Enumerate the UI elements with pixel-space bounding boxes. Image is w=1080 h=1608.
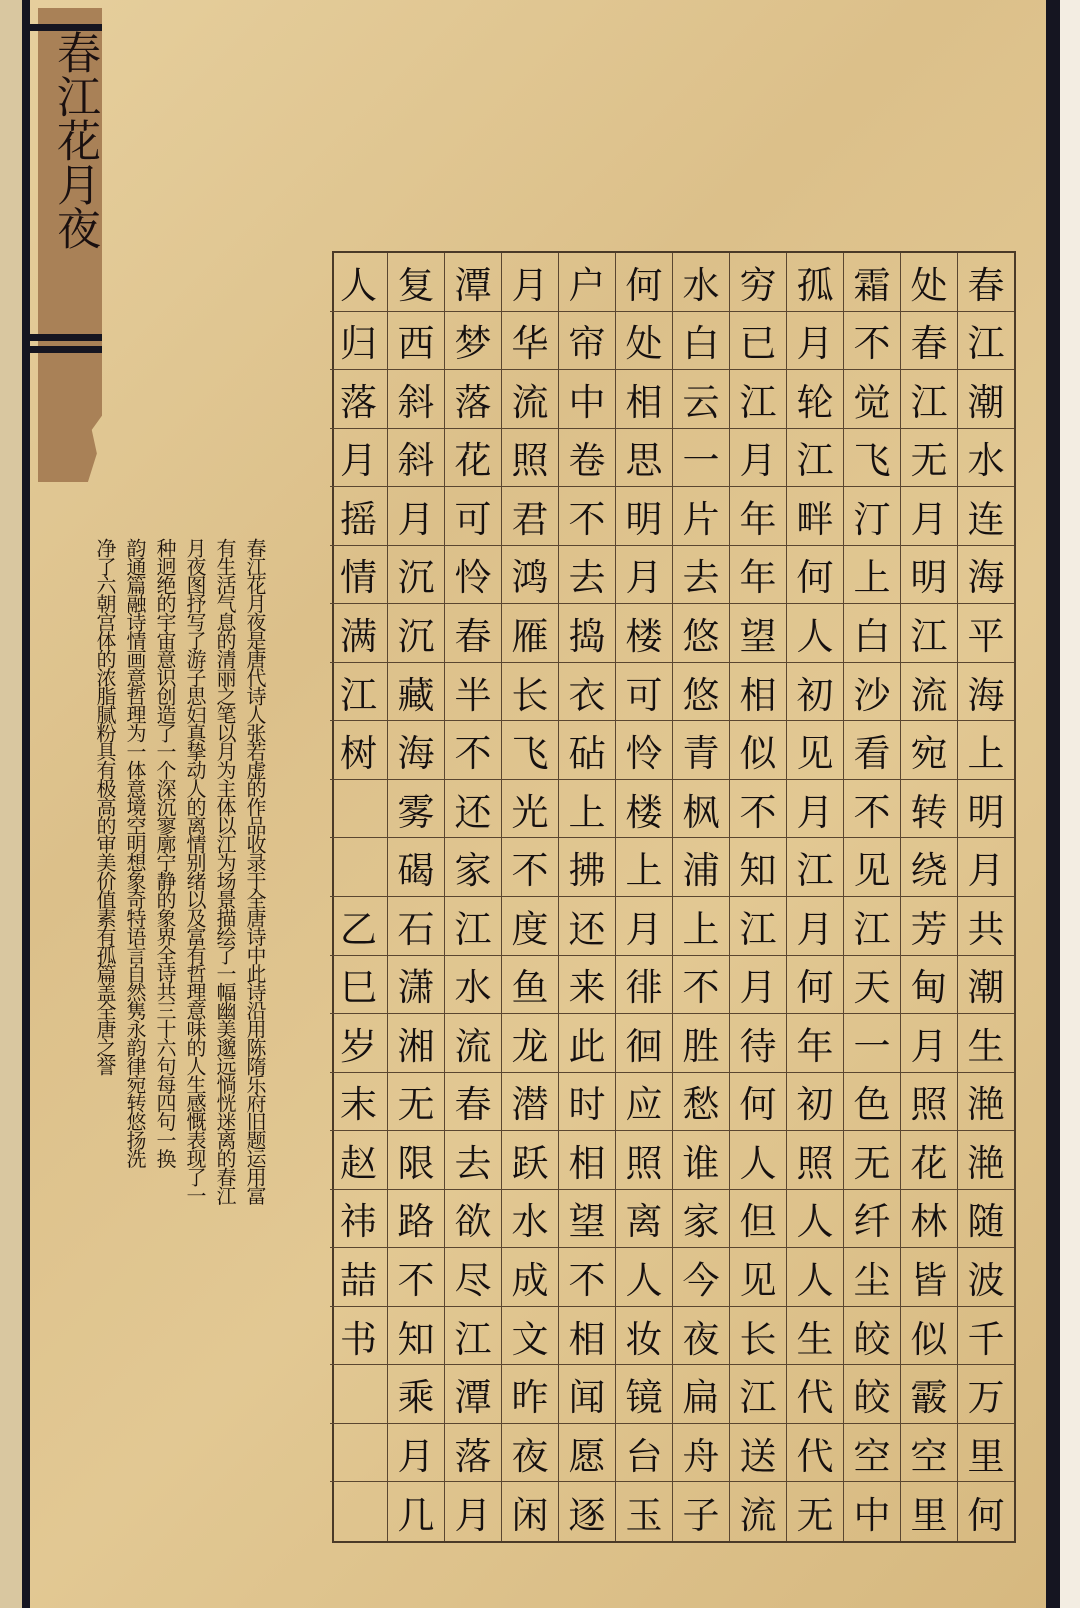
poem-cell: 舟 [672, 1424, 729, 1483]
poem-cell: 复 [387, 253, 444, 312]
poem-cell: 见 [786, 721, 843, 780]
poem-cell: 滟 [957, 1073, 1014, 1132]
poem-cell: 流 [501, 370, 558, 429]
poem-cell: 徊 [615, 1014, 672, 1073]
poem-cell: 君 [501, 487, 558, 546]
poem-cell: 相 [558, 1131, 615, 1190]
poem-cell: 江 [444, 897, 501, 956]
poem-cell: 甸 [900, 956, 957, 1015]
poem-cell: 人 [330, 253, 387, 312]
poem-cell: 潭 [444, 1365, 501, 1424]
poem-cell: 照 [501, 429, 558, 488]
poem-cell: 不 [558, 1248, 615, 1307]
poem-cell: 春 [957, 253, 1014, 312]
poem-cell: 人 [615, 1248, 672, 1307]
poem-cell: 书 [330, 1307, 387, 1366]
poem-cell: 飞 [501, 721, 558, 780]
poem-cell: 愁 [672, 1073, 729, 1132]
poem-cell: 中 [843, 1482, 900, 1541]
poem-cell: 怜 [444, 546, 501, 605]
poem-cell: 年 [729, 546, 786, 605]
poem-cell: 潮 [957, 956, 1014, 1015]
right-mounting-strip [1046, 0, 1060, 1608]
poem-cell: 待 [729, 1014, 786, 1073]
poem-cell: 年 [729, 487, 786, 546]
note-column: 种迥绝的宇宙意识创造了一个深沉寥廓宁静的象界全诗共三十六句每四句一换 [153, 538, 177, 1167]
poem-cell: 空 [843, 1424, 900, 1483]
poem-cell: 镜 [615, 1365, 672, 1424]
poem-cell: 何 [729, 1073, 786, 1132]
poem-cell: 情 [330, 546, 387, 605]
poem-cell: 片 [672, 487, 729, 546]
poem-cell: 归 [330, 312, 387, 371]
poem-column [843, 253, 900, 1541]
poem-cell: 相 [615, 370, 672, 429]
poem-cell: 上 [615, 838, 672, 897]
poem-cell: 照 [615, 1131, 672, 1190]
poem-cell: 可 [615, 663, 672, 722]
poem-column [957, 253, 1014, 1541]
poem-cell: 鸿 [501, 546, 558, 605]
poem-cell: 闲 [501, 1482, 558, 1541]
poem-cell: 但 [729, 1190, 786, 1249]
poem-cell: 拂 [558, 838, 615, 897]
poem-cell: 流 [444, 1014, 501, 1073]
poem-cell: 思 [615, 429, 672, 488]
poem-cell: 流 [729, 1482, 786, 1541]
poem-cell: 巳 [330, 956, 387, 1015]
poem-cell: 海 [387, 721, 444, 780]
poem-cell: 人 [786, 1190, 843, 1249]
poem-cell [330, 1424, 387, 1483]
poem-cell: 花 [444, 429, 501, 488]
poem-cell: 玉 [615, 1482, 672, 1541]
poem-cell: 无 [900, 429, 957, 488]
poem-cell: 江 [729, 370, 786, 429]
poem-cell: 平 [957, 604, 1014, 663]
poem-cell: 砧 [558, 721, 615, 780]
poem-cell: 祎 [330, 1190, 387, 1249]
poem-cell: 来 [558, 956, 615, 1015]
poem-cell: 江 [900, 604, 957, 663]
poem-cell: 谁 [672, 1131, 729, 1190]
poem-cell: 扁 [672, 1365, 729, 1424]
poem-cell: 月 [387, 487, 444, 546]
note-column: 春江花月夜是唐代诗人张若虚的作品收录于全唐诗中此诗沿用陈隋乐府旧题运用富 [243, 538, 267, 1204]
poem-cell [330, 838, 387, 897]
poem-cell: 上 [843, 546, 900, 605]
poem-cell [330, 1365, 387, 1424]
poem-cell: 波 [957, 1248, 1014, 1307]
poem-cell: 月 [615, 546, 672, 605]
poem-cell: 上 [558, 780, 615, 839]
poem-cell: 不 [558, 487, 615, 546]
poem-cell: 还 [558, 897, 615, 956]
poem-cell: 无 [387, 1073, 444, 1132]
poem-cell: 月 [729, 956, 786, 1015]
poem-cell: 皆 [900, 1248, 957, 1307]
poem-cell: 时 [558, 1073, 615, 1132]
poem-cell: 流 [900, 663, 957, 722]
poem-cell: 初 [786, 663, 843, 722]
poem-cell: 度 [501, 897, 558, 956]
poem-cell: 何 [957, 1482, 1014, 1541]
poem-cell: 月 [387, 1424, 444, 1483]
poem-cell: 家 [672, 1190, 729, 1249]
poem-cell: 妆 [615, 1307, 672, 1366]
poem-cell: 畔 [786, 487, 843, 546]
poem-cell: 尘 [843, 1248, 900, 1307]
poem-cell: 怜 [615, 721, 672, 780]
left-mounting-strip [22, 0, 30, 1608]
poem-cell: 青 [672, 721, 729, 780]
poem-cell: 树 [330, 721, 387, 780]
poem-cell: 捣 [558, 604, 615, 663]
poem-cell: 夜 [501, 1424, 558, 1483]
poem-cell: 望 [558, 1190, 615, 1249]
poem-cell: 无 [843, 1131, 900, 1190]
poem-column [900, 253, 957, 1541]
poem-column [615, 253, 672, 1541]
poem-cell: 离 [615, 1190, 672, 1249]
poem-cell: 几 [387, 1482, 444, 1541]
poem-cell: 摇 [330, 487, 387, 546]
poem-cell: 上 [672, 897, 729, 956]
poem-cell: 此 [558, 1014, 615, 1073]
poem-cell: 不 [387, 1248, 444, 1307]
poem-cell: 月 [900, 1014, 957, 1073]
background-edge [1060, 0, 1080, 1608]
poem-cell: 赵 [330, 1131, 387, 1190]
poem-cell: 月 [615, 897, 672, 956]
poem-cell: 里 [957, 1424, 1014, 1483]
poem-column [558, 253, 615, 1541]
poem-cell: 路 [387, 1190, 444, 1249]
poem-cell: 限 [387, 1131, 444, 1190]
poem-cell: 藏 [387, 663, 444, 722]
poem-cell: 空 [900, 1424, 957, 1483]
poem-cell [330, 1482, 387, 1541]
poem-cell: 初 [786, 1073, 843, 1132]
poem-cell: 春 [900, 312, 957, 371]
commentary-note [90, 538, 270, 1418]
poem-cell: 见 [843, 838, 900, 897]
poem-cell: 悠 [672, 604, 729, 663]
poem-cell: 文 [501, 1307, 558, 1366]
poem-cell: 潭 [444, 253, 501, 312]
poem-cell: 随 [957, 1190, 1014, 1249]
poem-cell: 何 [786, 546, 843, 605]
poem-cell: 跃 [501, 1131, 558, 1190]
poem-cell: 孤 [786, 253, 843, 312]
poem-cell: 衣 [558, 663, 615, 722]
poem-cell: 知 [729, 838, 786, 897]
poem-cell: 不 [843, 780, 900, 839]
poem-cell: 何 [786, 956, 843, 1015]
poem-cell: 长 [729, 1307, 786, 1366]
poem-cell: 何 [615, 253, 672, 312]
poem-cell: 已 [729, 312, 786, 371]
poem-cell: 碣 [387, 838, 444, 897]
title-divider-bar [30, 334, 102, 341]
poem-cell: 去 [558, 546, 615, 605]
poem-cell: 处 [900, 253, 957, 312]
poem-cell: 无 [786, 1482, 843, 1541]
note-column: 有生活气息的清丽之笔以月为主体以江为场景描绘了一幅幽美邈远惝恍迷离的春江 [213, 538, 237, 1204]
poem-cell: 花 [900, 1131, 957, 1190]
poem-cell: 石 [387, 897, 444, 956]
poem-cell: 尽 [444, 1248, 501, 1307]
poem-cell: 色 [843, 1073, 900, 1132]
poem-cell: 月 [957, 838, 1014, 897]
poem-cell: 连 [957, 487, 1014, 546]
poem-cell: 似 [729, 721, 786, 780]
poem-cell: 乙 [330, 897, 387, 956]
poem-cell: 代 [786, 1424, 843, 1483]
poem-cell: 上 [957, 721, 1014, 780]
note-column: 净了六朝宫体的浓脂腻粉具有极高的审美价值素有孤篇盖全唐之誉 [93, 538, 117, 1075]
poem-cell: 照 [786, 1131, 843, 1190]
poem-cell: 春 [444, 604, 501, 663]
poem-cell: 江 [843, 897, 900, 956]
poem-cell: 潜 [501, 1073, 558, 1132]
poem-cell: 相 [729, 663, 786, 722]
poem-cell: 看 [843, 721, 900, 780]
poem-cell: 楼 [615, 780, 672, 839]
poem-cell: 西 [387, 312, 444, 371]
poem-cell: 闻 [558, 1365, 615, 1424]
poem-cell: 共 [957, 897, 1014, 956]
poem-cell: 半 [444, 663, 501, 722]
poem-column [501, 253, 558, 1541]
poem-cell: 沙 [843, 663, 900, 722]
poem-cell: 岁 [330, 1014, 387, 1073]
poem-cell: 不 [501, 838, 558, 897]
poem-cell: 江 [729, 897, 786, 956]
poem-cell: 长 [501, 663, 558, 722]
poem-cell: 江 [729, 1365, 786, 1424]
poem-cell: 海 [957, 546, 1014, 605]
poem-cell: 人 [786, 1248, 843, 1307]
poem-cell: 湘 [387, 1014, 444, 1073]
poem-cell: 江 [786, 838, 843, 897]
poem-cell: 明 [900, 546, 957, 605]
poem-cell: 雁 [501, 604, 558, 663]
poem-cell: 满 [330, 604, 387, 663]
poem-cell: 浦 [672, 838, 729, 897]
poem-cell: 去 [672, 546, 729, 605]
poem-column [444, 253, 501, 1541]
poem-cell: 乘 [387, 1365, 444, 1424]
poem-cell: 穷 [729, 253, 786, 312]
poem-cell: 末 [330, 1073, 387, 1132]
poem-cell: 不 [843, 312, 900, 371]
poem-cell: 潇 [387, 956, 444, 1015]
poem-cell: 转 [900, 780, 957, 839]
poem-cell: 云 [672, 370, 729, 429]
poem-cell: 龙 [501, 1014, 558, 1073]
poem-cell: 知 [387, 1307, 444, 1366]
poem-cell: 飞 [843, 429, 900, 488]
poem-column [729, 253, 786, 1541]
poem-cell: 斜 [387, 370, 444, 429]
poem-cell: 千 [957, 1307, 1014, 1366]
poem-cell: 觉 [843, 370, 900, 429]
poem-cell: 不 [672, 956, 729, 1015]
poem-cell: 水 [957, 429, 1014, 488]
poem-cell: 台 [615, 1424, 672, 1483]
poem-cell: 江 [330, 663, 387, 722]
poem-cell: 万 [957, 1365, 1014, 1424]
poem-cell: 似 [900, 1307, 957, 1366]
poem-cell: 江 [786, 429, 843, 488]
poem-cell: 帘 [558, 312, 615, 371]
poem-cell: 潮 [957, 370, 1014, 429]
poem-cell: 海 [957, 663, 1014, 722]
poem-cell [330, 780, 387, 839]
poem-cell: 今 [672, 1248, 729, 1307]
poem-cell: 一 [672, 429, 729, 488]
poem-cell: 白 [843, 604, 900, 663]
poem-cell: 霰 [900, 1365, 957, 1424]
poem-cell: 还 [444, 780, 501, 839]
poem-cell: 汀 [843, 487, 900, 546]
poem-cell: 生 [957, 1014, 1014, 1073]
poem-cell: 应 [615, 1073, 672, 1132]
poem-cell: 皎 [843, 1365, 900, 1424]
poem-cell: 春 [444, 1073, 501, 1132]
title-divider-bar-2 [30, 346, 102, 353]
poem-cell: 照 [900, 1073, 957, 1132]
note-column: 韵通篇融诗情画意哲理为一体意境空明想象奇特语言自然隽永韵律宛转悠扬洗 [123, 538, 147, 1167]
poem-cell: 光 [501, 780, 558, 839]
poem-cell: 月 [786, 897, 843, 956]
poem-cell: 卷 [558, 429, 615, 488]
poem-cell: 芳 [900, 897, 957, 956]
poem-cell: 斜 [387, 429, 444, 488]
poem-cell: 宛 [900, 721, 957, 780]
poem-cell: 处 [615, 312, 672, 371]
poem-cell: 悠 [672, 663, 729, 722]
poem-cell: 送 [729, 1424, 786, 1483]
poem-cell: 落 [330, 370, 387, 429]
poem-cell: 一 [843, 1014, 900, 1073]
poem-cell: 生 [786, 1307, 843, 1366]
poem-cell: 沉 [387, 604, 444, 663]
poem-cell: 年 [786, 1014, 843, 1073]
poem-cell: 林 [900, 1190, 957, 1249]
poem-cell: 落 [444, 1424, 501, 1483]
poem-cell: 家 [444, 838, 501, 897]
poem-cell: 子 [672, 1482, 729, 1541]
poem-column [387, 253, 444, 1541]
poem-cell: 相 [558, 1307, 615, 1366]
poem-cell: 不 [729, 780, 786, 839]
poem-column [672, 253, 729, 1541]
paper-left-margin [0, 0, 22, 1608]
poem-cell: 轮 [786, 370, 843, 429]
poem-cell: 愿 [558, 1424, 615, 1483]
poem-cell: 人 [786, 604, 843, 663]
poem-cell: 月 [900, 487, 957, 546]
poem-cell: 皎 [843, 1307, 900, 1366]
poem-cell: 雾 [387, 780, 444, 839]
poem-cell: 霜 [843, 253, 900, 312]
poem-cell: 华 [501, 312, 558, 371]
poem-grid [332, 251, 1016, 1543]
poem-cell: 中 [558, 370, 615, 429]
poem-cell: 鱼 [501, 956, 558, 1015]
poem-cell: 江 [900, 370, 957, 429]
poem-cell: 楼 [615, 604, 672, 663]
poem-cell: 欲 [444, 1190, 501, 1249]
poem-cell: 梦 [444, 312, 501, 371]
poem-cell: 纤 [843, 1190, 900, 1249]
poem-cell: 月 [444, 1482, 501, 1541]
poem-cell: 徘 [615, 956, 672, 1015]
poem-cell: 月 [501, 253, 558, 312]
poem-cell: 沉 [387, 546, 444, 605]
poem-cell: 落 [444, 370, 501, 429]
poem-cell: 去 [444, 1131, 501, 1190]
poem-cell: 望 [729, 604, 786, 663]
poem-cell: 明 [615, 487, 672, 546]
poem-cell: 白 [672, 312, 729, 371]
poem-cell: 夜 [672, 1307, 729, 1366]
poem-cell: 江 [444, 1307, 501, 1366]
poem-cell: 月 [330, 429, 387, 488]
poem-cell: 明 [957, 780, 1014, 839]
poem-cell: 胜 [672, 1014, 729, 1073]
poem-cell: 月 [786, 780, 843, 839]
poem-column [786, 253, 843, 1541]
poem-cell: 月 [786, 312, 843, 371]
poem-cell: 昨 [501, 1365, 558, 1424]
poem-cell: 滟 [957, 1131, 1014, 1190]
poem-cell: 月 [729, 429, 786, 488]
poem-cell: 水 [501, 1190, 558, 1249]
poem-cell: 户 [558, 253, 615, 312]
poem-cell: 成 [501, 1248, 558, 1307]
poem-cell: 枫 [672, 780, 729, 839]
poem-cell: 天 [843, 956, 900, 1015]
poem-cell: 可 [444, 487, 501, 546]
poem-column [330, 253, 387, 1541]
poem-cell: 喆 [330, 1248, 387, 1307]
poem-title: 春江花月夜 [49, 30, 100, 250]
poem-cell: 人 [729, 1131, 786, 1190]
poem-cell: 代 [786, 1365, 843, 1424]
poem-cell: 见 [729, 1248, 786, 1307]
note-column: 月夜图抒写了游子思妇真挚动人的离情别绪以及富有哲理意味的人生感慨表现了一 [183, 538, 207, 1204]
poem-cell: 江 [957, 312, 1014, 371]
poem-cell: 不 [444, 721, 501, 780]
poem-cell: 水 [444, 956, 501, 1015]
poem-cell: 里 [900, 1482, 957, 1541]
poem-cell: 逐 [558, 1482, 615, 1541]
poem-cell: 水 [672, 253, 729, 312]
poem-cell: 绕 [900, 838, 957, 897]
